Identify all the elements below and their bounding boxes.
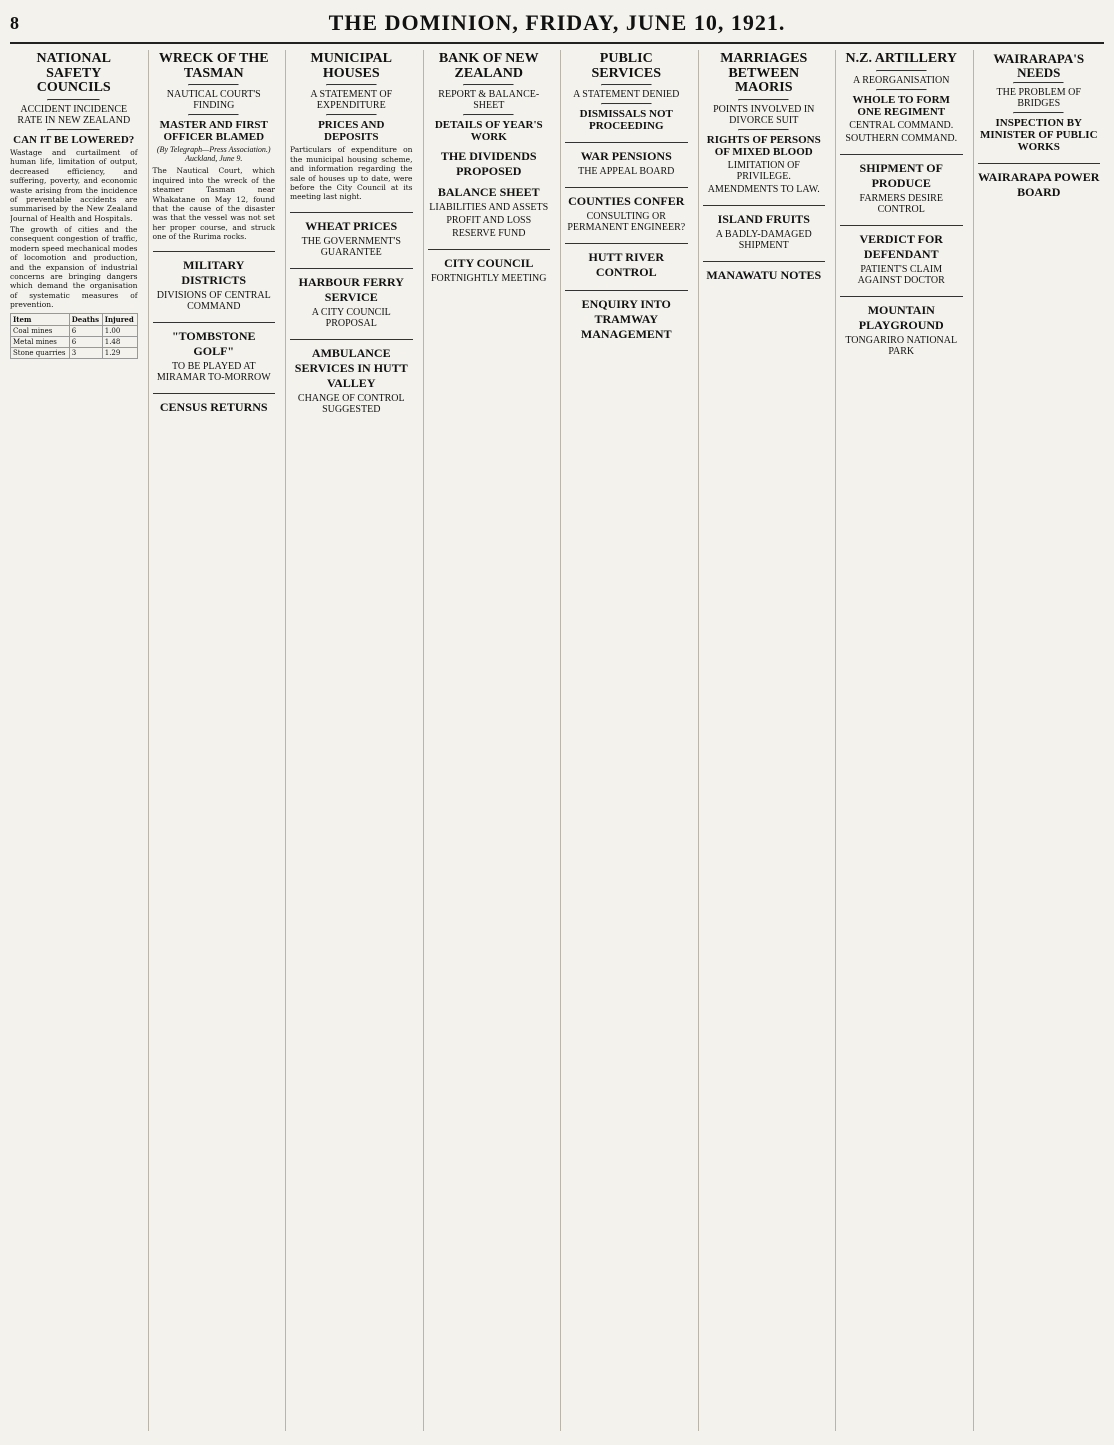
- article-public-services: [565, 52, 688, 132]
- dateline: (By Telegraph—Press Association.) Auckland, June 9.: [156, 145, 271, 164]
- article-city-council: [428, 256, 551, 284]
- rule: [601, 84, 652, 86]
- column-divider: [428, 249, 551, 250]
- table-cell: 1.29: [102, 348, 137, 359]
- subhead: NAUTICAL COURT'S FINDING: [166, 89, 261, 112]
- kicker: DETAILS OF YEAR'S WORK: [434, 119, 543, 144]
- subhead: TONGARIRO NATIONAL PARK: [845, 334, 958, 357]
- table-cell: 6: [69, 337, 102, 348]
- subhead: FARMERS DESIRE CONTROL: [859, 192, 943, 215]
- headline: VERDICT FOR DEFENDANT: [859, 231, 943, 261]
- headline: BANK OF NEW ZEALAND: [438, 51, 539, 81]
- column-divider: [290, 339, 413, 340]
- rule: [876, 70, 927, 72]
- subhead: TO BE PLAYED AT MIRAMAR TO-MORROW: [156, 361, 271, 384]
- rule: [738, 129, 789, 131]
- headline: WRECK OF THE TASMAN: [158, 51, 269, 81]
- table-row: [11, 348, 138, 359]
- article-tramway-management: [565, 297, 688, 342]
- headline: WAIRARAPA POWER BOARD: [978, 170, 1100, 200]
- columns: [10, 50, 1104, 1431]
- table-cell: 1.48: [102, 337, 137, 348]
- article-wairarapa-power-board: [978, 170, 1101, 200]
- subhead: PROFIT AND LOSS: [446, 215, 532, 227]
- table-row: [11, 326, 138, 337]
- table-header: Item: [11, 314, 70, 326]
- headline: MARRIAGES BETWEEN MAORIS: [720, 51, 808, 96]
- kicker: INSPECTION BY MINISTER OF PUBLIC WORKS: [979, 117, 1098, 154]
- subsection: LIMITATION OF PRIVILEGE.: [727, 160, 800, 183]
- article-harbour-ferry-service: [290, 275, 413, 329]
- rule: [326, 84, 377, 86]
- article-shipment-of-produce: [840, 161, 963, 215]
- subsection: AMENDMENTS TO LAW.: [707, 184, 820, 196]
- column-1: [10, 50, 142, 1431]
- article-census-returns: [153, 400, 276, 415]
- column-divider: [703, 261, 826, 262]
- subhead: POINTS INVOLVED IN DIVORCE SUIT: [713, 104, 815, 127]
- subsection: SOUTHERN COMMAND.: [845, 132, 958, 144]
- kicker: RIGHTS OF PERSONS OF MIXED BLOOD: [706, 134, 821, 159]
- rule: [326, 114, 377, 116]
- paragraph: Particulars of expenditure on the municipal housing scheme, and information regarding the sale of houses up to date, were before the City Council at its meeting last night.: [290, 145, 413, 202]
- table-header: Deaths: [69, 314, 102, 326]
- subhead: CONSULTING OR PERMANENT ENGINEER?: [567, 211, 686, 234]
- column-2: [148, 50, 280, 1431]
- column-3: [285, 50, 417, 1431]
- column-divider: [840, 296, 963, 297]
- article-nz-artillery: [840, 52, 963, 144]
- article-wreck-of-the-tasman: [153, 52, 276, 241]
- column-divider: [290, 268, 413, 269]
- headline: HUTT RIVER CONTROL: [588, 250, 664, 280]
- paragraph: Wastage and curtailment of human life, limitation of output, decreased efficiency, and suffering, poverty, and economic waste arising from the incidence of preventable accidents are summarised by the New Zealand Journal of Health and Hospitals.: [10, 148, 138, 223]
- rule: [47, 99, 100, 101]
- article-marriages-between-maoris: [703, 52, 826, 195]
- headline: CENSUS RETURNS: [159, 400, 268, 415]
- kicker: PRICES AND DEPOSITS: [318, 119, 385, 144]
- subhead: DIVISIONS OF CENTRAL COMMAND: [156, 290, 271, 313]
- article-war-pensions: [565, 149, 688, 177]
- rule: [47, 129, 100, 131]
- kicker: DISMISSALS NOT PROCEEDING: [579, 108, 673, 133]
- column-divider: [290, 212, 413, 213]
- headline: AMBULANCE SERVICES IN HUTT VALLEY: [294, 345, 408, 390]
- table-cell: Stone quarries: [11, 348, 70, 359]
- subhead: FORTNIGHTLY MEETING: [430, 273, 547, 285]
- column-divider: [153, 251, 276, 252]
- rule: [738, 99, 789, 101]
- column-divider: [703, 205, 826, 206]
- headline: PUBLIC SERVICES: [591, 51, 662, 81]
- headline: HARBOUR FERRY SERVICE: [298, 274, 404, 304]
- article-national-safety-councils: [10, 52, 138, 359]
- subhead: THE GOVERNMENT'S GUARANTEE: [301, 235, 401, 258]
- headline: ISLAND FRUITS: [717, 212, 810, 227]
- article-municipal-houses: [290, 52, 413, 202]
- rule: [188, 84, 239, 86]
- masthead: [10, 10, 1104, 44]
- column-5: [560, 50, 692, 1431]
- article-military-districts: [153, 258, 276, 312]
- headline: MANAWATU NOTES: [706, 268, 822, 283]
- paragraph: The growth of cities and the consequent congestion of traffic, modern speed mechanical modes of locomotion and production, and the expansion of industrial concerns are bringing dangers which demand the organisation of systematic measures of prevention.: [10, 225, 138, 310]
- kicker: MASTER AND FIRST OFFICER BLAMED: [159, 119, 268, 144]
- headline: N.Z. ARTILLERY: [845, 51, 957, 66]
- headline: WAR PENSIONS: [580, 149, 672, 164]
- article-island-fruits: [703, 212, 826, 251]
- table-cell: 1.00: [102, 326, 137, 337]
- section-heading: THE DIVIDENDS PROPOSED: [440, 149, 537, 179]
- subhead: LIABILITIES AND ASSETS: [429, 202, 549, 214]
- rule: [463, 114, 514, 116]
- table-cell: 3: [69, 348, 102, 359]
- column-divider: [840, 154, 963, 155]
- headline: MUNICIPAL HOUSES: [310, 51, 392, 81]
- kicker: WHOLE TO FORM ONE REGIMENT: [852, 93, 950, 118]
- mining-table: [10, 313, 138, 359]
- subhead: A STATEMENT OF EXPENDITURE: [310, 89, 393, 112]
- rule: [463, 84, 514, 86]
- column-6: [698, 50, 830, 1431]
- paragraph: The Nautical Court, which inquired into the wreck of the steamer Tasman near Whakatane on May 12, found that the cause of the disaster was that the vessel was not set her proper course, and struck one of the Rurima rocks.: [152, 166, 275, 241]
- column-7: [835, 50, 967, 1431]
- column-divider: [565, 142, 688, 143]
- headline: NATIONAL SAFETY COUNCILS: [36, 51, 111, 96]
- headline: WHEAT PRICES: [305, 218, 398, 233]
- subhead: REPORT & BALANCE-SHEET: [438, 89, 540, 112]
- article-verdict-for-defendant: [840, 232, 963, 286]
- subhead: THE APPEAL BOARD: [578, 166, 675, 178]
- rule: [1013, 112, 1064, 114]
- subhead: A REORGANISATION: [853, 74, 950, 86]
- table-cell: Metal mines: [11, 337, 70, 348]
- column-divider: [978, 163, 1101, 164]
- column-divider: [153, 393, 276, 394]
- subhead: A BADLY-DAMAGED SHIPMENT: [715, 229, 812, 252]
- section-heading: BALANCE SHEET: [437, 185, 540, 200]
- headline: ENQUIRY INTO TRAMWAY MANAGEMENT: [580, 297, 672, 342]
- table-header: Injured: [102, 314, 137, 326]
- table-row: [11, 337, 138, 348]
- column-8: [973, 50, 1105, 1431]
- subhead: A STATEMENT DENIED: [573, 89, 680, 101]
- subhead: THE PROBLEM OF BRIDGES: [996, 87, 1081, 110]
- article-bank-of-new-zealand: [428, 52, 551, 239]
- page-number: 8: [10, 12, 19, 33]
- subhead: RESERVE FUND: [452, 228, 526, 240]
- newspaper-title: THE DOMINION, FRIDAY, JUNE 10, 1921.: [328, 10, 786, 35]
- headline: CITY COUNCIL: [444, 256, 534, 271]
- headline: SHIPMENT OF PRODUCE: [859, 160, 943, 190]
- column-divider: [840, 225, 963, 226]
- article-ambulance-services: [290, 346, 413, 415]
- rule: [188, 114, 239, 116]
- column-divider: [153, 322, 276, 323]
- column-4: [423, 50, 555, 1431]
- subhead: CHANGE OF CONTROL SUGGESTED: [297, 392, 405, 415]
- headline: "TOMBSTONE GOLF": [171, 329, 256, 359]
- headline: WAIRARAPA'S NEEDS: [993, 51, 1085, 80]
- subhead: A CITY COUNCIL PROPOSAL: [311, 306, 391, 329]
- column-divider: [565, 290, 688, 291]
- subhead: ACCIDENT INCIDENCE RATE IN NEW ZEALAND: [17, 104, 131, 127]
- subhead: PATIENT'S CLAIM AGAINST DOCTOR: [857, 263, 945, 286]
- column-divider: [565, 187, 688, 188]
- rule: [601, 103, 652, 105]
- kicker: CAN IT BE LOWERED?: [13, 134, 135, 147]
- table-cell: 6: [69, 326, 102, 337]
- article-wairarapas-needs: [978, 52, 1101, 153]
- headline: MILITARY DISTRICTS: [181, 258, 247, 288]
- article-manawatu-notes: [703, 268, 826, 283]
- rule: [1013, 82, 1064, 84]
- article-mountain-playground: [840, 303, 963, 357]
- headline: COUNTIES CONFER: [568, 194, 685, 209]
- rule: [876, 89, 927, 91]
- table-cell: Coal mines: [11, 326, 70, 337]
- article-wheat-prices: [290, 219, 413, 258]
- subsection: CENTRAL COMMAND.: [849, 119, 954, 131]
- headline: MOUNTAIN PLAYGROUND: [858, 302, 944, 332]
- article-tombstone-golf: [153, 329, 276, 383]
- column-divider: [565, 243, 688, 244]
- article-counties-confer: [565, 194, 688, 233]
- article-hutt-river-control: [565, 250, 688, 280]
